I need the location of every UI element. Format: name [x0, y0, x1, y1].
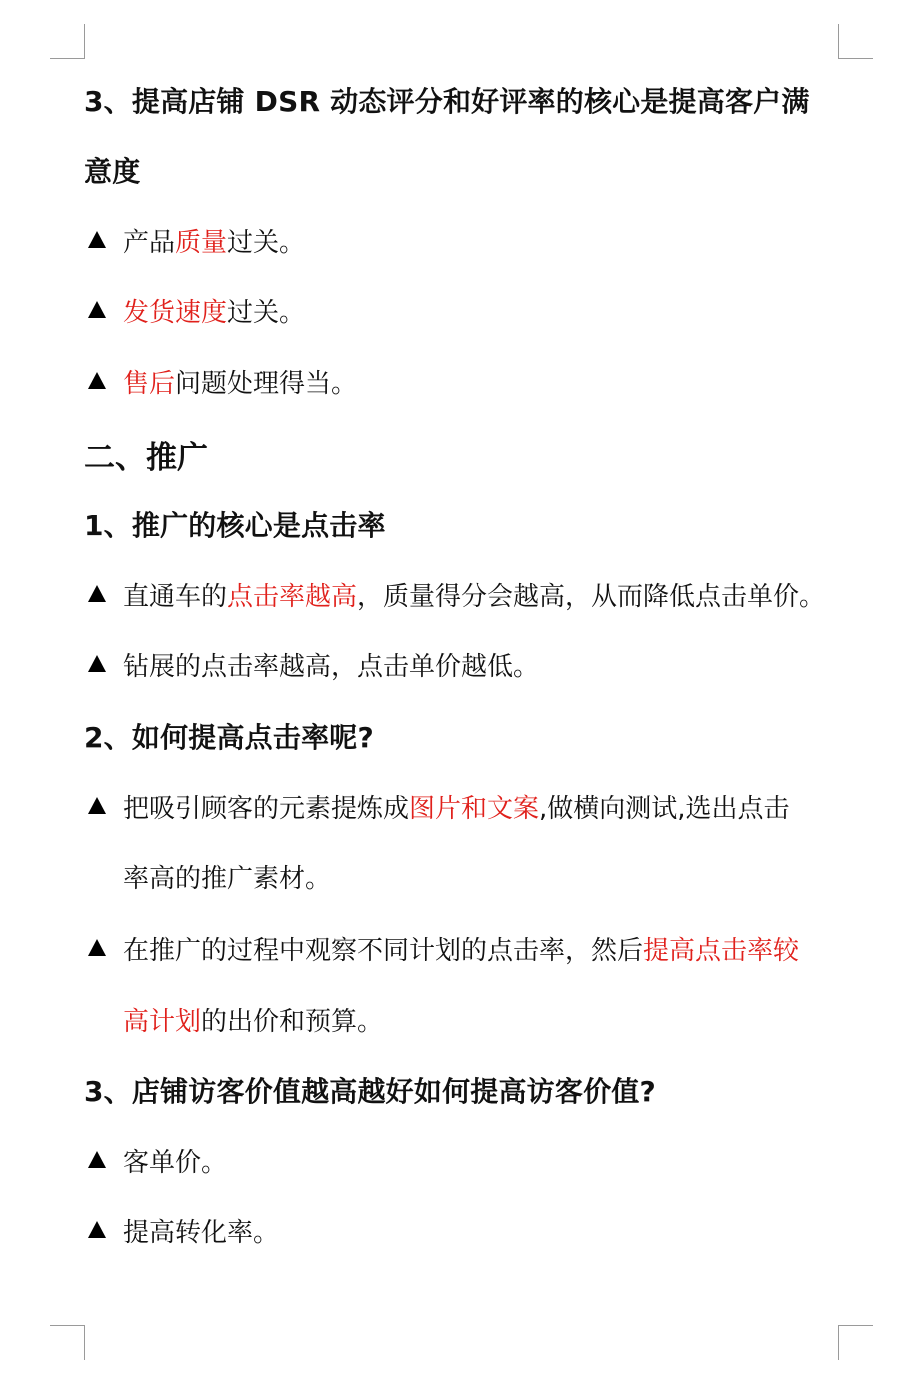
- bullet-creative-test-line1: 把吸引顾客的元素提炼成图片和文案,做横向测试,选出点击: [123, 794, 790, 824]
- crop-mark-bottom-right: [838, 1325, 873, 1360]
- bullet-creative-test-line2: 率高的推广素材。: [123, 864, 332, 894]
- triangle-bullet-icon: [88, 1151, 106, 1168]
- highlight-text: 发货速度: [123, 298, 228, 328]
- bullet-diamond-booth: 钻展的点击率越高，点击单价越低。: [123, 652, 540, 682]
- crop-mark-top-right: [838, 24, 873, 59]
- triangle-bullet-icon: [88, 797, 106, 814]
- triangle-bullet-icon: [88, 655, 106, 672]
- bullet-after-sales: 售后问题处理得当。: [123, 369, 358, 399]
- highlight-text: 高计划: [123, 1007, 202, 1037]
- triangle-bullet-icon: [88, 231, 106, 248]
- heading-how-raise-click-rate: 2、如何提高点击率呢?: [84, 721, 374, 754]
- bullet-quality: 产品质量过关。: [123, 228, 306, 258]
- triangle-bullet-icon: [88, 1221, 106, 1238]
- highlight-text: 提高点击率较: [643, 936, 800, 966]
- heading-visitor-value: 3、店铺访客价值越高越好如何提高访客价值?: [84, 1075, 656, 1108]
- bullet-through-train: 直通车的点击率越高，质量得分会越高，从而降低点击单价。: [123, 582, 826, 612]
- crop-mark-bottom-left: [50, 1325, 85, 1360]
- crop-mark-top-left: [50, 24, 85, 59]
- triangle-bullet-icon: [88, 301, 106, 318]
- section-title-promotion: 二、推广: [84, 440, 208, 476]
- heading-dsr-line1: 3、提高店铺 DSR 动态评分和好评率的核心是提高客户满: [84, 85, 810, 118]
- triangle-bullet-icon: [88, 372, 106, 389]
- highlight-text: 质量: [175, 228, 228, 258]
- highlight-text: 点击率越高: [227, 582, 358, 612]
- bullet-conversion-rate: 提高转化率。: [123, 1218, 280, 1248]
- bullet-plan-bidding-line1: 在推广的过程中观察不同计划的点击率，然后提高点击率较: [123, 936, 800, 966]
- heading-dsr-line2: 意度: [84, 155, 141, 188]
- heading-click-rate-core: 1、推广的核心是点击率: [84, 509, 386, 542]
- bullet-shipping-speed: 发货速度过关。: [123, 298, 306, 328]
- bullet-order-value: 客单价。: [123, 1148, 228, 1178]
- triangle-bullet-icon: [88, 585, 106, 602]
- highlight-text: 图片和文案: [409, 794, 540, 824]
- triangle-bullet-icon: [88, 939, 106, 956]
- highlight-text: 售后: [123, 369, 176, 399]
- bullet-plan-bidding-line2: 高计划的出价和预算。: [123, 1007, 384, 1037]
